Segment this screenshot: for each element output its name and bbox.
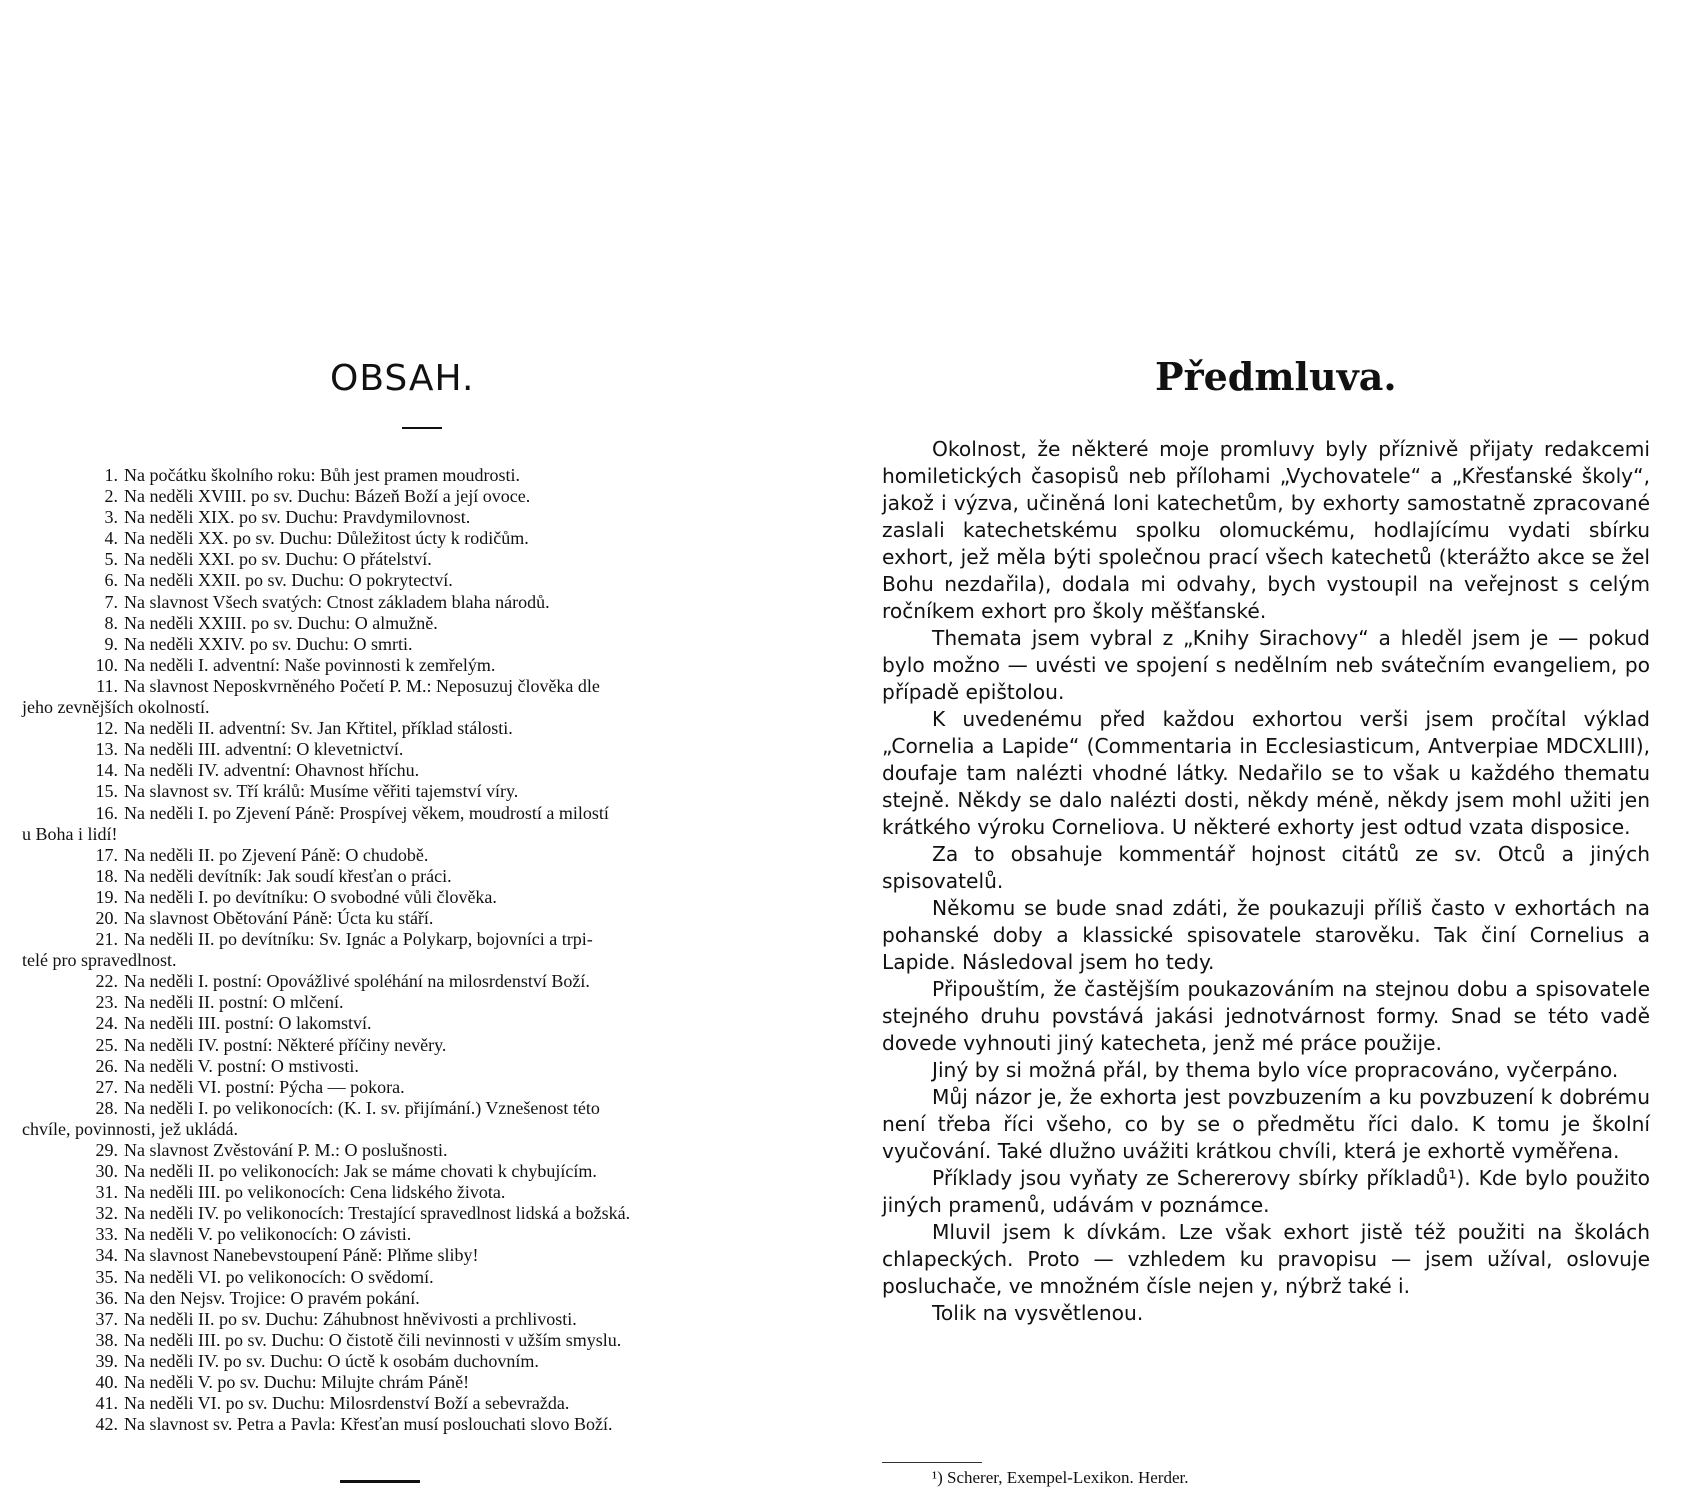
toc-entry-text: Na neděli V. po sv. Duchu: Milujte chrám Páně! [124, 1372, 470, 1393]
preface-paragraph: Za to obsahuje kommentář hojnost citátů ze sv. Otců a jiných spisovatelů. [882, 842, 1650, 893]
toc-entry [22, 803, 792, 824]
toc-entry-text: Na den Nejsv. Trojice: O pravém pokání. [124, 1287, 420, 1308]
toc-entry [22, 1182, 792, 1203]
toc-entry-number: 29. [95, 1140, 118, 1160]
toc-entry-text: Na neděli V. postní: O mstivosti. [124, 1055, 359, 1076]
toc-entry-number: 13. [95, 739, 118, 760]
toc-entry [22, 1203, 792, 1224]
toc-entry-continuation: chvíle, povinnosti, jež ukládá. [22, 1118, 238, 1139]
toc-entry-text: Na slavnost Všech svatých: Ctnost základem blaha národů. [124, 591, 550, 612]
toc-entry [22, 971, 792, 992]
toc-entry [22, 1351, 792, 1372]
toc-entry [22, 1098, 792, 1119]
toc-entry-number: 3. [104, 507, 118, 528]
toc-entry [22, 1372, 792, 1393]
toc-entry-number: 25. [95, 1034, 118, 1055]
toc-entry [22, 845, 792, 866]
toc-entry-number: 41. [95, 1393, 118, 1414]
toc-entry-number: 23. [95, 992, 118, 1013]
toc-entry-text: Na slavnost sv. Petra a Pavla: Křesťan musí poslouchati slovo Boží. [124, 1414, 613, 1435]
toc-entry [22, 1245, 792, 1266]
toc-entry-number: 38. [95, 1329, 118, 1350]
toc-entry-text: Na neděli XIX. po sv. Duchu: Pravdymilovnost. [124, 507, 471, 528]
toc-entry [22, 908, 792, 929]
toc-entry-text: Na neděli II. po devítníku: Sv. Ignác a Polykarp, bojovníci a trpi- [124, 929, 593, 950]
toc-entry [22, 781, 792, 802]
toc-entry-text: Na neděli XXIII. po sv. Duchu: O almužně. [124, 612, 438, 633]
toc-entry [22, 1224, 792, 1245]
toc-entry-number: 12. [95, 718, 118, 739]
toc-entry [22, 528, 792, 549]
toc-entry-number: 36. [95, 1287, 118, 1308]
toc-entry-text: Na neděli IV. po velikonocích: Trestající spravedlnost lidská a božská. [124, 1203, 631, 1224]
toc-entry-text: Na neděli II. postní: O mlčení. [124, 992, 344, 1013]
preface-body [882, 436, 1650, 1327]
toc-entry-number: 33. [95, 1224, 118, 1245]
toc-entry [22, 655, 792, 676]
toc-entry-number: 9. [104, 633, 118, 654]
toc-entry-number: 18. [95, 865, 118, 886]
toc-entry [22, 760, 792, 781]
toc-entry-continuation: jeho zevnějších okolností. [22, 697, 210, 718]
preface-paragraph: Themata jsem vybral z „Knihy Sirachovy“ a hleděl jsem je — pokud bylo možno — uvésti ve spojení s nedělním neb svátečním evangeliem, po případě epištolou. [882, 626, 1650, 704]
toc-entry-text: Na neděli I. po Zjevení Páně: Prospívej věkem, moudrostí a milostí [124, 802, 609, 823]
toc-entry [22, 1077, 792, 1098]
toc-entry-text: Na počátku školního roku: Bůh jest pramen moudrosti. [124, 465, 520, 485]
toc-entry-number: 30. [95, 1161, 118, 1182]
toc-entry [22, 1267, 792, 1288]
toc-entry-number: 19. [95, 886, 118, 907]
toc-entry [22, 1309, 792, 1330]
toc-entry [22, 1414, 792, 1435]
toc-entry-text: Na neděli I. po devítníku: O svobodné vůli člověka. [124, 886, 497, 907]
toc-entry-continuation: telé pro spravedlnost. [22, 950, 177, 971]
toc-entry-number: 5. [104, 549, 118, 570]
toc-entry-number: 22. [95, 971, 118, 992]
toc-entry [22, 992, 792, 1013]
toc-entry [22, 592, 792, 613]
toc-entry-number: 17. [95, 844, 118, 865]
toc-entry-number: 31. [95, 1182, 118, 1203]
toc-entry-text: Na neděli XVIII. po sv. Duchu: Bázeň Boží a její ovoce. [124, 486, 531, 507]
toc-entry [22, 1035, 792, 1056]
toc-entry [22, 1330, 792, 1351]
toc-entry [22, 549, 792, 570]
toc-entry-number: 6. [104, 570, 118, 591]
preface-paragraph: Někomu se bude snad zdáti, že poukazuji příliš často v exhortách na pohanské doby a klassické spisovatele starověku. Tak činí Cornelius a Lapide. Následoval jsem ho tedy. [882, 896, 1650, 974]
toc-entry-number: 2. [104, 486, 118, 507]
toc-entry-number: 37. [95, 1308, 118, 1329]
toc-entry [22, 507, 792, 528]
preface-title: Předmluva. [1155, 354, 1397, 399]
preface-paragraph: Připouštím, že častějším poukazováním na stejnou dobu a spisovatele stejného druhu povstává jakási jednotvárnost formy. Snad se této vadě dovede vyhnouti jiný katecheta, jenž mé práce použije. [882, 977, 1650, 1055]
toc-entry-number: 8. [104, 612, 118, 633]
preface-paragraph: Tolik na vysvětlenou. [932, 1301, 1144, 1325]
toc-entry-text: Na neděli III. po sv. Duchu: O čistotě čili nevinnosti v užším smyslu. [124, 1329, 622, 1350]
preface-paragraph: Příklady jsou vyňaty ze Schererovy sbírky příkladů¹). Kde bylo použito jiných pramenů, udávám v poznámce. [882, 1166, 1650, 1217]
toc-entry-text: Na slavnost Neposkvrněného Početí P. M.: Neposuzuj člověka dle [124, 675, 600, 696]
footnote-rule [882, 1462, 982, 1463]
toc-entry-number: 39. [95, 1350, 118, 1371]
toc-entry [22, 718, 792, 739]
toc-entry-text: Na neděli II. adventní: Sv. Jan Křtitel, příklad stálosti. [124, 718, 513, 739]
toc-entry-number: 14. [95, 760, 118, 781]
toc-entry-text: Na slavnost Nanebevstoupení Páně: Plňme sliby! [124, 1245, 479, 1266]
toc-entry-number: 32. [95, 1203, 118, 1224]
title-rule [402, 427, 442, 429]
toc-entry-text: Na neděli II. po sv. Duchu: Záhubnost hněvivosti a prchlivosti. [124, 1308, 577, 1329]
toc-entry-text: Na neděli V. po velikonocích: O závisti. [124, 1224, 412, 1245]
toc-entry-number: 28. [95, 1097, 118, 1118]
toc-entry [22, 929, 792, 950]
toc-entry [22, 1013, 792, 1034]
toc-entry-number: 34. [95, 1245, 118, 1266]
toc-entry [22, 739, 792, 760]
toc-entry-text: Na neděli I. postní: Opovážlivé spoléhání na milosrdenství Boží. [124, 971, 590, 992]
toc-entry [22, 570, 792, 591]
footnote: ¹) Scherer, Exempel-Lexikon. Herder. [932, 1468, 1189, 1487]
toc-entry-number: 4. [104, 528, 118, 549]
toc-entry-text: Na neděli II. po Zjevení Páně: O chudobě. [124, 844, 429, 865]
toc-entry [22, 1140, 792, 1161]
toc-entry-number: 11. [96, 675, 118, 696]
toc-entry [22, 1393, 792, 1414]
toc-entry [22, 465, 792, 486]
toc-entry [22, 486, 792, 507]
toc-entry-text: Na slavnost Obětování Páně: Úcta ku stáří. [124, 907, 434, 928]
left-page [0, 0, 800, 1500]
toc-entry [22, 1161, 792, 1182]
toc-entry-number: 27. [95, 1076, 118, 1097]
toc-entry-text: Na neděli VI. po sv. Duchu: Milosrdenství Boží a sebevražda. [124, 1393, 570, 1414]
toc-entry-number: 15. [95, 781, 118, 802]
toc-entry-number: 24. [95, 1013, 118, 1034]
toc-entry-text: Na neděli I. po velikonocích: (K. I. sv. přijímání.) Vznešenost této [124, 1097, 600, 1118]
table-of-contents [22, 465, 792, 1435]
toc-entry [22, 613, 792, 634]
toc-entry-number: 26. [95, 1055, 118, 1076]
toc-entry-number: 21. [95, 929, 118, 950]
toc-entry-text: Na neděli XXIV. po sv. Duchu: O smrti. [124, 633, 413, 654]
toc-entry-number: 7. [104, 591, 118, 612]
toc-entry-text: Na neděli III. po velikonocích: Cena lidského života. [124, 1182, 506, 1203]
toc-entry-continuation: u Boha i lidí! [22, 823, 118, 844]
page-title: OBSAH. [330, 358, 475, 399]
toc-entry-text: Na neděli III. postní: O lakomství. [124, 1013, 372, 1034]
toc-entry [22, 1056, 792, 1077]
preface-paragraph: K uvedenému před každou exhortou verši jsem pročítal výklad „Cornelia a Lapide“ (Commentaria in Ecclesiasticum, Antverpiae MDCXLIII), doufaje tam nalézti vhodné látky. Nedařilo se to však u každého thematu stejně. Někdy se dalo nalézti dosti, někdy méně, někdy jsem mohl užiti jen krátkého výroku Corneliova. U některé exhorty jest odtud vzata disposice. [882, 707, 1650, 839]
toc-entry-text: Na neděli II. po velikonocích: Jak se máme chovati k chybujícím. [124, 1161, 597, 1182]
toc-entry [22, 866, 792, 887]
toc-entry-text: Na neděli VI. po velikonocích: O svědomí. [124, 1266, 434, 1287]
bottom-rule [340, 1480, 420, 1483]
preface-paragraph: Jiný by si možná přál, by thema bylo více propracováno, vyčerpáno. [932, 1058, 1619, 1082]
toc-entry-number: 1. [104, 465, 118, 485]
toc-entry-text: Na neděli I. adventní: Naše povinnosti k zemřelým. [124, 654, 496, 675]
toc-entry-number: 40. [95, 1372, 118, 1393]
toc-entry [22, 1288, 792, 1309]
toc-entry-text: Na neděli XX. po sv. Duchu: Důležitost úcty k rodičům. [124, 528, 529, 549]
toc-entry-text: Na slavnost Zvěstování P. M.: O poslušnosti. [124, 1140, 448, 1160]
toc-entry-text: Na neděli XXII. po sv. Duchu: O pokrytectví. [124, 570, 453, 591]
toc-entry-text: Na neděli devítník: Jak soudí křesťan o práci. [124, 865, 452, 886]
preface-paragraph: Okolnost, že některé moje promluvy byly příznivě přijaty redakcemi homiletických časopisů neb přílohami „Vychovatele“ a „Křesťanské školy“, jakož i výzva, učiněná loni katechetům, by exhorty samostatně zpracované zaslali katechetskému spolku olomuckému, hodlajícímu vydati sbírku exhort, jež měla býti společnou prací všech katechetů (kterážto akce se žel Bohu nezdařila), dodala mi odvahy, bych vystoupil na veřejnost s celým ročníkem exhort pro školy měšťanské. [882, 437, 1650, 623]
toc-entry-text: Na neděli IV. postní: Některé příčiny nevěry. [124, 1034, 447, 1055]
toc-entry-text: Na slavnost sv. Tří králů: Musíme věřiti tajemství víry. [124, 781, 519, 802]
preface-paragraph: Mluvil jsem k dívkám. Lze však exhort jistě též použiti na školách chlapeckých. Proto — vzhledem ku pravopisu — jsem užíval, oslovuje posluchače, ve množném čísle nejen y, nýbrž také i. [882, 1220, 1650, 1298]
toc-entry [22, 676, 792, 697]
preface-paragraph: Můj názor je, že exhorta jest povzbuzením a ku povzbuzení k dobrému není třeba říci všeho, co by se o předmětu říci dalo. K tomu je školní vyučování. Také dlužno uvážiti krátkou chvíli, která je exhortě vyměřena. [882, 1085, 1650, 1163]
toc-entry-text: Na neděli III. adventní: O klevetnictví. [124, 739, 404, 760]
toc-entry-text: Na neděli IV. po sv. Duchu: O úctě k osobám duchovním. [124, 1350, 539, 1371]
toc-entry-number: 42. [95, 1414, 118, 1435]
toc-entry [22, 887, 792, 908]
toc-entry-number: 16. [95, 802, 118, 823]
toc-entry [22, 634, 792, 655]
toc-entry-number: 20. [95, 907, 118, 928]
toc-entry-text: Na neděli IV. adventní: Ohavnost hříchu. [124, 760, 420, 781]
toc-entry-number: 10. [95, 654, 118, 675]
toc-entry-text: Na neděli VI. postní: Pýcha — pokora. [124, 1076, 405, 1097]
toc-entry-text: Na neděli XXI. po sv. Duchu: O přátelství. [124, 549, 432, 570]
toc-entry-number: 35. [95, 1266, 118, 1287]
